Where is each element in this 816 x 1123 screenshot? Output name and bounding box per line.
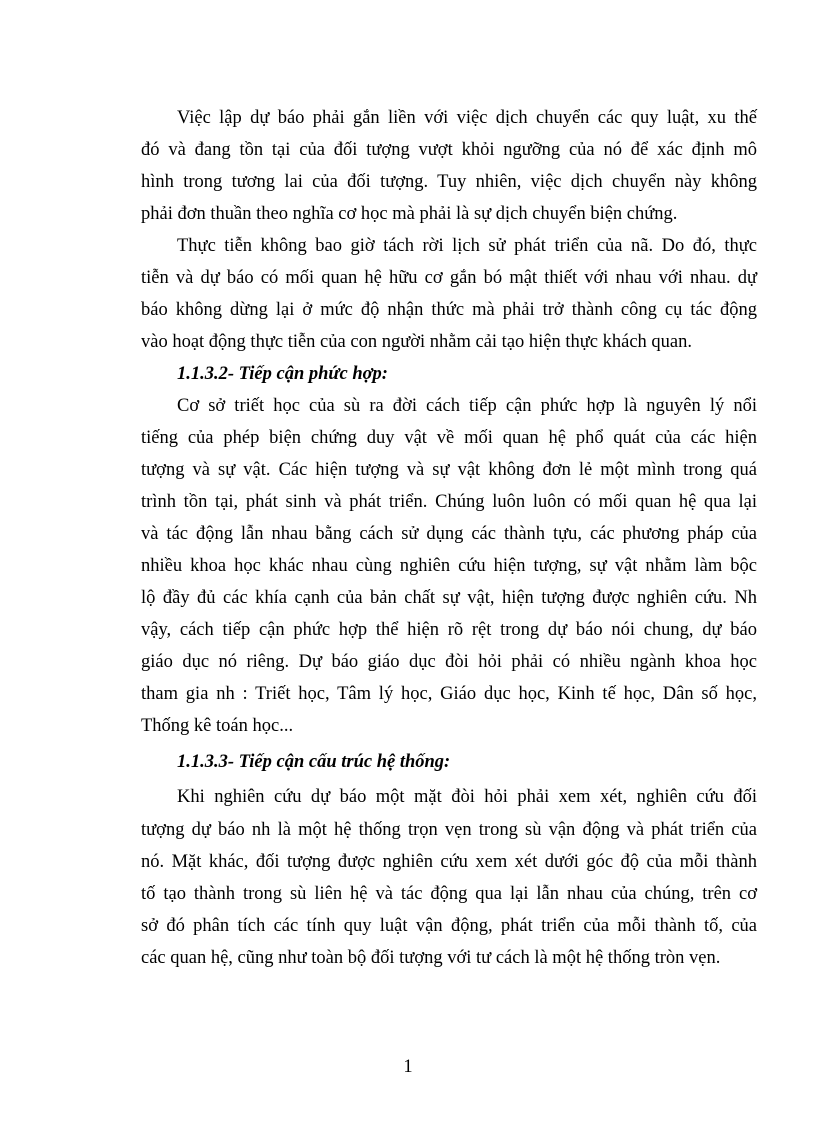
- paragraph-1-line-1: Việc lập dự báo phải gắn liền với việc dịch chuyển các quy luật, xu thế: [177, 108, 757, 128]
- paragraph-4-line-4: tố tạo thành trong sù liên hệ và tác động qua lại lẫn nhau của chúng, trên cơ: [141, 884, 757, 904]
- paragraph-4-line-1: Khi nghiên cứu dự báo một mặt đòi hỏi phải xem xét, nghiên cứu đối: [177, 787, 757, 807]
- paragraph-3-line-2: tiếng của phép biện chứng duy vật về mối quan hệ phổ quát của các hiện: [141, 428, 757, 448]
- section-heading-1-1-3-2: 1.1.3.2- Tiếp cận phức hợp:: [177, 364, 388, 384]
- paragraph-3-line-5: và tác động lẫn nhau bằng cách sử dụng các thành tựu, các phương pháp của: [141, 524, 757, 544]
- paragraph-4-line-2: tượng dự báo nh là một hệ thống trọn vẹn trong sù vận động và phát triển của: [141, 820, 757, 840]
- paragraph-3-line-8: vậy, cách tiếp cận phức hợp thể hiện rõ rệt trong dự báo nói chung, dự báo: [141, 620, 757, 640]
- paragraph-3-line-10: tham gia nh : Triết học, Tâm lý học, Giáo dục học, Kinh tế học, Dân số học,: [141, 684, 757, 704]
- paragraph-2-line-4: vào hoạt động thực tiễn của con người nhằm cải tạo hiện thực khách quan.: [141, 332, 693, 352]
- paragraph-3-line-4: trình tồn tại, phát sinh và phát triển. Chúng luôn luôn có mối quan hệ qua lại: [141, 492, 757, 512]
- paragraph-1-line-4: phải đơn thuần theo nghĩa cơ học mà phải là sự dịch chuyển biện chứng.: [141, 204, 678, 224]
- paragraph-2-line-3: báo không dừng lại ở mức độ nhận thức mà phải trở thành công cụ tác động: [141, 300, 757, 320]
- paragraph-4-line-5: sở đó phân tích các tính quy luật vận động, phát triển của mỗi thành tố, của: [141, 916, 757, 936]
- paragraph-3-line-1: Cơ sở triết học của sù ra đời cách tiếp cận phức hợp là nguyên lý nổi: [177, 396, 757, 416]
- paragraph-3-line-6: nhiều khoa học khác nhau cùng nghiên cứu hiện tượng, sự vật nhằm làm bộc: [141, 556, 757, 576]
- section-heading-1-1-3-3: 1.1.3.3- Tiếp cận cấu trúc hệ thống:: [177, 752, 451, 772]
- paragraph-3-line-7: lộ đầy đủ các khía cạnh của bản chất sự vật, hiện tượng được nghiên cứu. Nh: [141, 588, 757, 608]
- paragraph-4-line-3: nó. Mặt khác, đối tượng được nghiên cứu xem xét dưới góc độ của mỗi thành: [141, 852, 757, 872]
- paragraph-4-line-6: các quan hệ, cũng như toàn bộ đối tượng với tư cách là một hệ thống tròn vẹn.: [141, 948, 721, 968]
- paragraph-2-line-1: Thực tiễn không bao giờ tách rời lịch sử phát triển của nã. Do đó, thực: [177, 236, 757, 256]
- paragraph-1-line-3: hình trong tương lai của đối tượng. Tuy nhiên, việc dịch chuyển này không: [141, 172, 757, 192]
- paragraph-3-line-9: giáo dục nó riêng. Dự báo giáo dục đòi hỏi phải có nhiều ngành khoa học: [141, 652, 757, 672]
- paragraph-2-line-2: tiễn và dự báo có mối quan hệ hữu cơ gắn bó mật thiết với nhau với nhau. dự: [141, 268, 757, 288]
- paragraph-3-line-11: Thống kê toán học...: [141, 716, 294, 736]
- page-number: 1: [403, 1057, 413, 1077]
- paragraph-3-line-3: tượng và sự vật. Các hiện tượng và sự vật không đơn lẻ một mình trong quá: [141, 460, 757, 480]
- paragraph-1-line-2: đó và đang tồn tại của đối tượng vượt khỏi ngưỡng của nó để xác định mô: [141, 140, 757, 160]
